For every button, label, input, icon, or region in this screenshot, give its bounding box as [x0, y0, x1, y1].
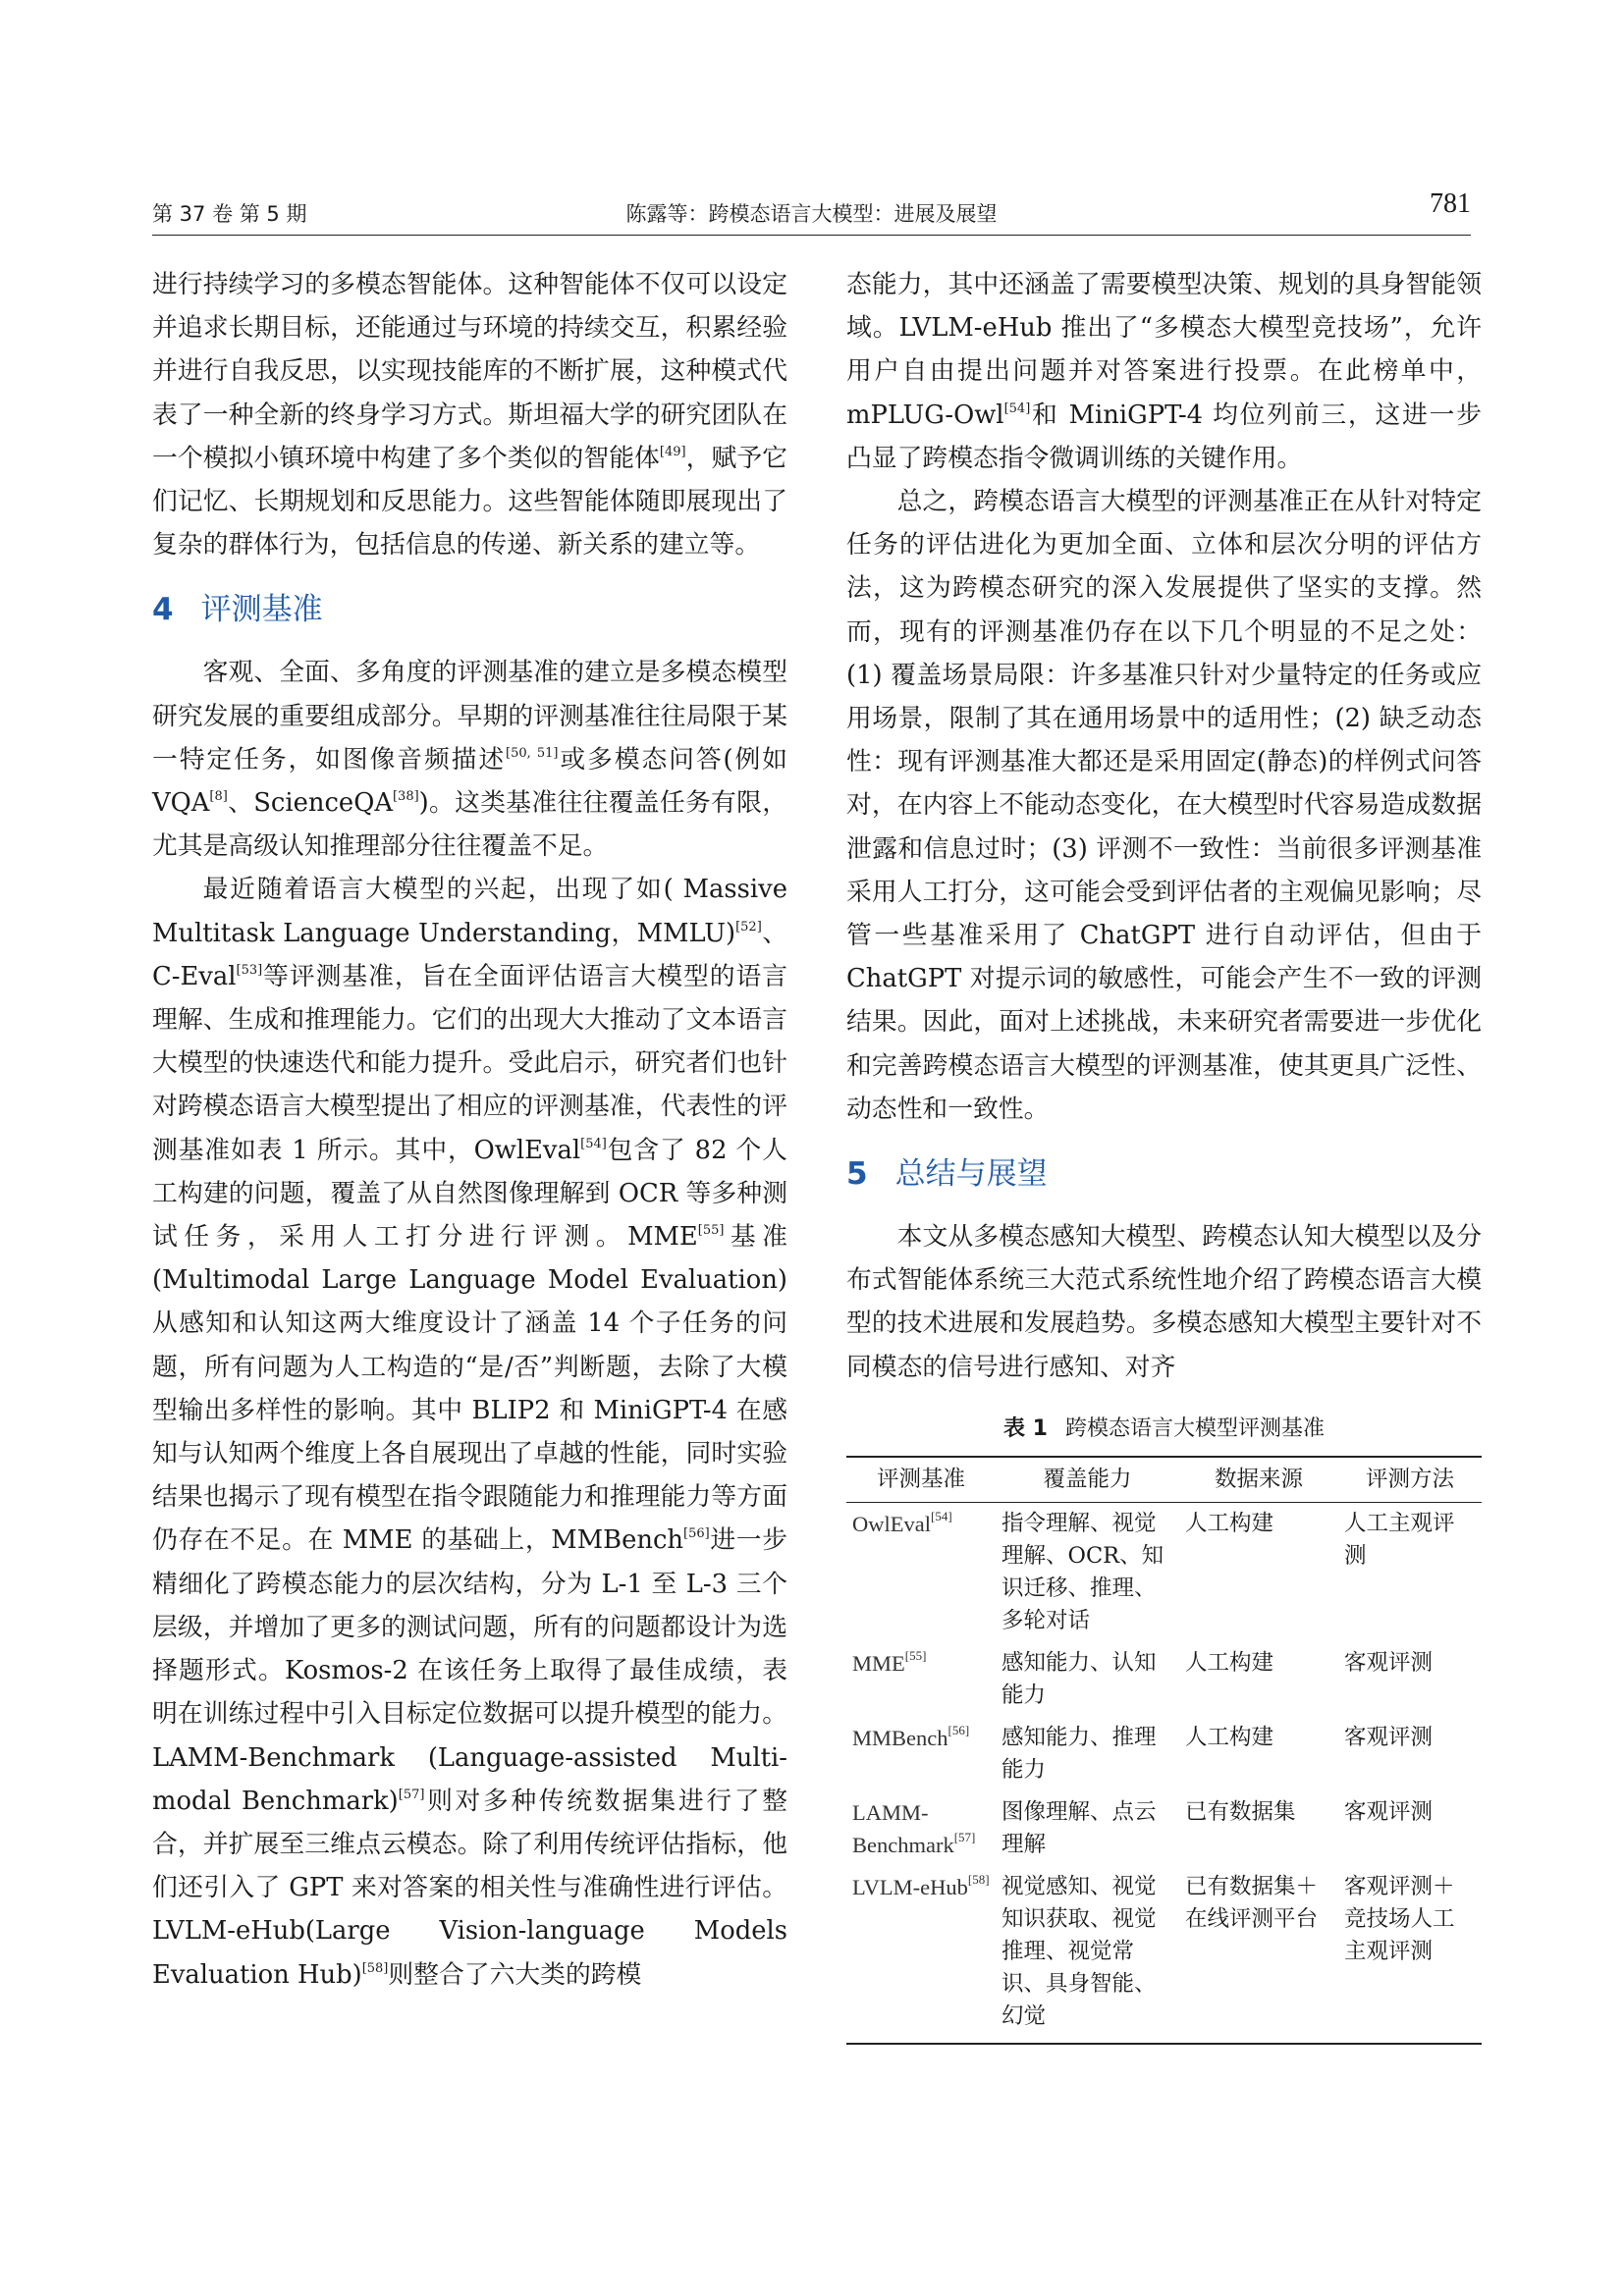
table-title: 跨模态语言大模型评测基准: [1064, 1415, 1325, 1441]
coverage-cell: 图像理解、点云理解: [1001, 1798, 1157, 1857]
table-number: 表 1: [1003, 1415, 1048, 1441]
coverage-cell: 感知能力、认知能力: [1001, 1649, 1157, 1708]
section-number: 5: [846, 1156, 868, 1193]
method-cell: 客观评测: [1344, 1798, 1434, 1825]
benchmark-table: [846, 1456, 1482, 2045]
citation: [53]: [236, 962, 263, 978]
citation: [55]: [904, 1647, 927, 1663]
citation: [49]: [659, 444, 686, 459]
table-row: [846, 1717, 1482, 1791]
column-header: 评测方法: [1338, 1457, 1482, 1503]
benchmark-name: LAMM-Benchmark[57]: [852, 1799, 976, 1857]
section-title: 总结与展望: [894, 1156, 1048, 1193]
source-cell: 人工构建: [1185, 1510, 1274, 1536]
citation: [58]: [967, 1871, 990, 1887]
coverage-cell: 指令理解、视觉理解、OCR、知识迁移、推理、多轮对话: [1001, 1510, 1164, 1633]
citation: [55]: [697, 1223, 725, 1239]
table-row: [846, 1791, 1482, 1866]
citation: [56]: [683, 1526, 710, 1542]
column-header: 数据来源: [1179, 1457, 1338, 1503]
benchmark-name: OwlEval[54]: [852, 1508, 952, 1536]
paragraph: 本文从多模态感知大模型、跨模态认知大模型以及分布式智能体系统三大范式系统性地介绍了跨模态语言大模型的技术进展和发展趋势。多模态感知大模型主要针对不同模态的信号进行感知、对齐: [846, 1222, 1482, 1382]
right-column: [846, 263, 1482, 2045]
citation: [52]: [735, 919, 762, 934]
running-header: [152, 183, 1471, 236]
table-row: [846, 1866, 1482, 2044]
source-cell: 已有数据集: [1185, 1798, 1296, 1825]
table-row: [846, 1502, 1482, 1642]
header-rule: [152, 235, 1471, 236]
benchmark-name: MME[55]: [852, 1647, 927, 1676]
section-title: 评测基准: [200, 592, 323, 628]
running-title: 陈露等：跨模态语言大模型：进展及展望: [625, 202, 998, 226]
column-header: 评测基准: [846, 1457, 996, 1503]
paragraph: 态能力，其中还涵盖了需要模型决策、规划的具身智能领域。LVLM-eHub 推出了“多模态大模型竞技场”，允许用户自由提出问题并对答案进行投票。在此榜单中，mPLUG-Owl[54]和 MiniGPT-4 均位列前三，这进一步凸显了跨模态指令微调训练的关键作用。: [846, 270, 1482, 473]
method-cell: 客观评测＋竞技场人工主观评测: [1338, 1866, 1482, 2044]
citation: [56]: [947, 1722, 970, 1737]
coverage-cell: 感知能力、推理能力: [1001, 1724, 1157, 1783]
source-cell: 人工构建: [1185, 1649, 1274, 1676]
benchmark-name: MMBench[56]: [852, 1722, 970, 1750]
paragraph: 最近随着语言大模型的兴起，出现了如( Massive Multitask Language Understanding，MMLU)[52]、C-Eval[53]等评测基准，旨在全面评估语言大模型的语言理解、生成和推理能力。它们的出现大大推动了文本语言大模型的快速迭代和能力提升。受此启示，研究者们也针对跨模态语言大模型提出了相应的评测基准，代表性的评测基准如表 1 所示。其中，OwlEval[54]包含了 82 个人工构建的问题，覆盖了从自然图像理解到 OCR 等多种测试任务，采用人工打分进行评测。MME[55]基准(Multimodal Large Language Model Evaluation)从感知和认知这两大维度设计了涵盖 14 个子任务的问题，所有问题为人工构造的“是/否”判断题，去除了大模型输出多样性的影响。其中 BLIP2 和 MiniGPT-4 在感知与认知两个维度上各自展现出了卓越的性能，同时实验结果也揭示了现有模型在指令跟随能力和推理能力等方面仍存在不足。在 MME 的基础上，MMBench[56]进一步精细化了跨模态能力的层次结构，分为 L-1 至 L-3 三个层级，并增加了更多的测试问题，所有的问题都设计为选择题形式。Kosmos-2 在该任务上取得了最佳成绩，表明在训练过程中引入目标定位数据可以提升模型的能力。LAMM-Benchmark (Language-assisted Multi-modal Benchmark)[57]则对多种传统数据集进行了整合，并扩展至三维点云模态。除了利用传统评估指标，他们还引入了 GPT 来对答案的相关性与准确性进行评估。LVLM-eHub(Large Vision-language Models Evaluation Hub)[58]则整合了六大类的跨模: [152, 875, 787, 1990]
page-number: 781: [1430, 188, 1471, 219]
coverage-cell: 视觉感知、视觉知识获取、视觉推理、视觉常识、具身智能、幻觉: [996, 1866, 1179, 2044]
journal-volume-issue: 第 37 卷 第 5 期: [152, 202, 307, 226]
method-cell: 客观评测: [1344, 1649, 1434, 1676]
method-cell: 人工主观评测: [1344, 1510, 1455, 1569]
left-column: [152, 263, 787, 1997]
citation: [38]: [392, 789, 419, 805]
citation: [58]: [361, 1960, 389, 1976]
source-cell: 已有数据集＋在线评测平台: [1179, 1866, 1338, 2044]
section-heading-5: [846, 1148, 1482, 1200]
citation: [54]: [580, 1136, 607, 1151]
table-row: [846, 1642, 1482, 1717]
table-caption: [846, 1413, 1482, 1446]
citation: [54]: [930, 1508, 952, 1523]
section-number: 4: [152, 592, 174, 628]
citation: [54]: [1003, 400, 1031, 416]
citation: [57]: [953, 1829, 976, 1844]
citation: [57]: [398, 1787, 425, 1802]
paragraph: 总之，跨模态语言大模型的评测基准正在从针对特定任务的评估进化为更加全面、立体和层次分明的评估方法，这为跨模态研究的深入发展提供了坚实的支撑。然而，现有的评测基准仍存在以下几个明显的不足之处：(1) 覆盖场景局限：许多基准只针对少量特定的任务或应用场景，限制了其在通用场景中的适用性；(2) 缺乏动态性：现有评测基准大都还是采用固定(静态)的样例式问答对，在内容上不能动态变化，在大模型时代容易造成数据泄露和信息过时；(3) 评测不一致性：当前很多评测基准采用人工打分，这可能会受到评估者的主观偏见影响；尽管一些基准采用了 ChatGPT 进行自动评估，但由于 ChatGPT 对提示词的敏感性，可能会产生不一致的评测结果。因此，面对上述挑战，未来研究者需要进一步优化和完善跨模态语言大模型的评测基准，使其更具广泛性、动态性和一致性。: [846, 487, 1482, 1124]
section-heading-4: [152, 584, 787, 635]
method-cell: 客观评测: [1344, 1724, 1434, 1750]
source-cell: 人工构建: [1185, 1724, 1274, 1750]
paragraph: 进行持续学习的多模态智能体。这种智能体不仅可以设定并追求长期目标，还能通过与环境的持续交互，积累经验并进行自我反思，以实现技能库的不断扩展，这种模式代表了一种全新的终身学习方式。斯坦福大学的研究团队在一个模拟小镇环境中构建了多个类似的智能体[49]，赋予它们记忆、长期规划和反思能力。这些智能体随即展现出了复杂的群体行为，包括信息的传递、新关系的建立等。: [152, 270, 787, 561]
paragraph: 客观、全面、多角度的评测基准的建立是多模态模型研究发展的重要组成部分。早期的评测基准往往局限于某一特定任务，如图像音频描述[50, 51]或多模态问答(例如 VQA[8]、ScienceQA[38])。这类基准往往覆盖任务有限，尤其是高级认知推理部分往往覆盖不足。: [152, 658, 787, 862]
table-header-row: [846, 1457, 1482, 1503]
citation: [8]: [209, 789, 228, 805]
column-header: 覆盖能力: [996, 1457, 1179, 1503]
benchmark-name: LVLM-eHub[58]: [846, 1866, 996, 2044]
citation: [50, 51]: [506, 745, 559, 761]
